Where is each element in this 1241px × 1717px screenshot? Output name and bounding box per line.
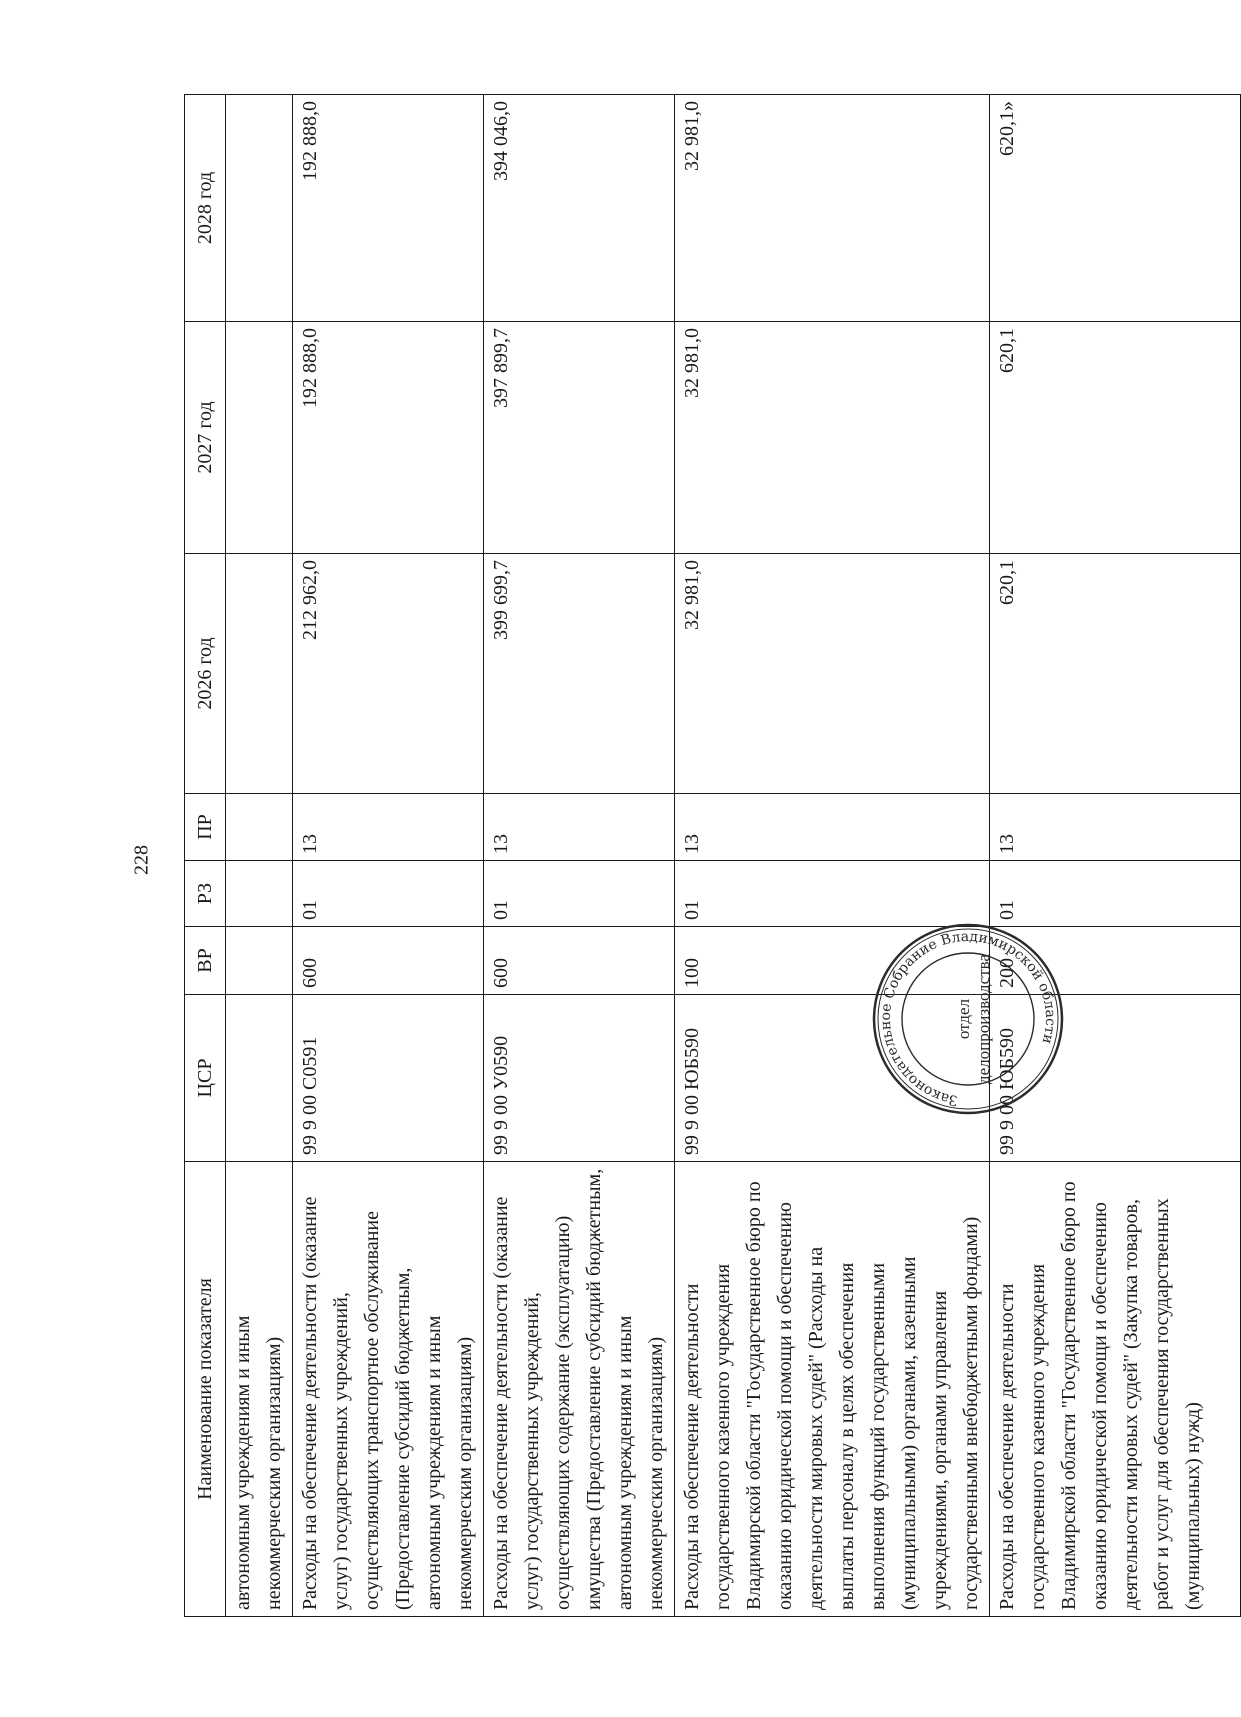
- page-number: 228: [130, 845, 153, 875]
- header-2028: 2028 год: [185, 95, 226, 322]
- cell-2028: 192 888,0: [293, 95, 484, 322]
- cell-rz: 01: [675, 861, 990, 927]
- table-row: [484, 95, 675, 1617]
- cell-name: Расходы на обеспечение деятельности (оказание услуг) государственных учреждений, осуществляющих транспортное обслуживание (Предоставление субсидий бюджетным, автономным учреждениям и иным некоммерческим организациям): [293, 1162, 484, 1617]
- cell-name: Расходы на обеспечение деятельности государственного казенного учреждения Владимирской области "Государственное бюро по оказанию юридической помощи и обеспечению деятельности мировых судей" (Расходы на выплаты персоналу в целях обеспечения выполнения функций государственными (муниципальными) органами, казенными учреждениями, органами управления государственными внебюджетными фондами): [675, 1162, 990, 1617]
- cell-vr: 600: [293, 927, 484, 995]
- cell-name: Расходы на обеспечение деятельности (оказание услуг) государственных учреждений, осуществляющих содержание (эксплуатацию) имущества (Предоставление субсидий бюджетным, автономным учреждениям и иным некоммерческим организациям): [484, 1162, 675, 1617]
- stamp-line-1: отдел: [954, 998, 973, 1040]
- cell-2027: 620,1: [990, 322, 1241, 554]
- cell-2026: 620,1: [990, 554, 1241, 794]
- cell-csr: 99 9 00 С0591: [293, 995, 484, 1162]
- cell-2028: 394 046,0: [484, 95, 675, 322]
- cell-pr: 13: [675, 794, 990, 861]
- cell-2027: 397 899,7: [484, 322, 675, 554]
- header-2026: 2026 год: [185, 554, 226, 794]
- cell-2028: 620,1»: [990, 95, 1241, 322]
- cell-2026: [226, 554, 293, 794]
- cell-2028: [226, 95, 293, 322]
- cell-2027: [226, 322, 293, 554]
- cell-csr: 99 9 00 У0590: [484, 995, 675, 1162]
- stamp-ring-text: Законодательное Собрание Владимирской области: [877, 928, 1059, 1109]
- header-name: Наименование показателя: [185, 1162, 226, 1617]
- cell-rz: [226, 861, 293, 927]
- cell-pr: 13: [293, 794, 484, 861]
- cell-name: автономным учреждениям и иным некоммерческим организациям): [226, 1162, 293, 1617]
- table-header-row: [185, 95, 226, 1617]
- cell-vr: 600: [484, 927, 675, 995]
- table-row: [990, 95, 1241, 1617]
- cell-pr: 13: [484, 794, 675, 861]
- table-row: [293, 95, 484, 1617]
- cell-2028: 32 981,0: [675, 95, 990, 322]
- header-pr: ПР: [185, 794, 226, 861]
- cell-rz: 01: [484, 861, 675, 927]
- cell-rz: 01: [293, 861, 484, 927]
- cell-2027: 192 888,0: [293, 322, 484, 554]
- header-rz: РЗ: [185, 861, 226, 927]
- cell-csr: 99 9 00 ЮБ590: [990, 995, 1241, 1162]
- cell-2026: 399 699,7: [484, 554, 675, 794]
- cell-2026: 212 962,0: [293, 554, 484, 794]
- cell-csr: 99 9 00 ЮБ590: [675, 995, 990, 1162]
- cell-vr: [226, 927, 293, 995]
- table-row: [226, 95, 293, 1617]
- cell-vr: 200: [990, 927, 1241, 995]
- cell-pr: 13: [990, 794, 1241, 861]
- header-csr: ЦСР: [185, 995, 226, 1162]
- cell-2027: 32 981,0: [675, 322, 990, 554]
- header-vr: ВР: [185, 927, 226, 995]
- rotated-table-page: [184, 95, 1204, 1617]
- cell-vr: 100: [675, 927, 990, 995]
- budget-table: [184, 94, 1241, 1617]
- cell-rz: 01: [990, 861, 1241, 927]
- header-2027: 2027 год: [185, 322, 226, 554]
- stamp-line-2: делопроизводства: [974, 954, 993, 1084]
- cell-pr: [226, 794, 293, 861]
- cell-2026: 32 981,0: [675, 554, 990, 794]
- cell-csr: [226, 995, 293, 1162]
- cell-name: Расходы на обеспечение деятельности государственного казенного учреждения Владимирской области "Государственное бюро по оказанию юридической помощи и обеспечению деятельности мировых судей" (Закупка товаров, работ и услуг для обеспечения государственных (муниципальных) нужд): [990, 1162, 1241, 1617]
- table-row: [675, 95, 990, 1617]
